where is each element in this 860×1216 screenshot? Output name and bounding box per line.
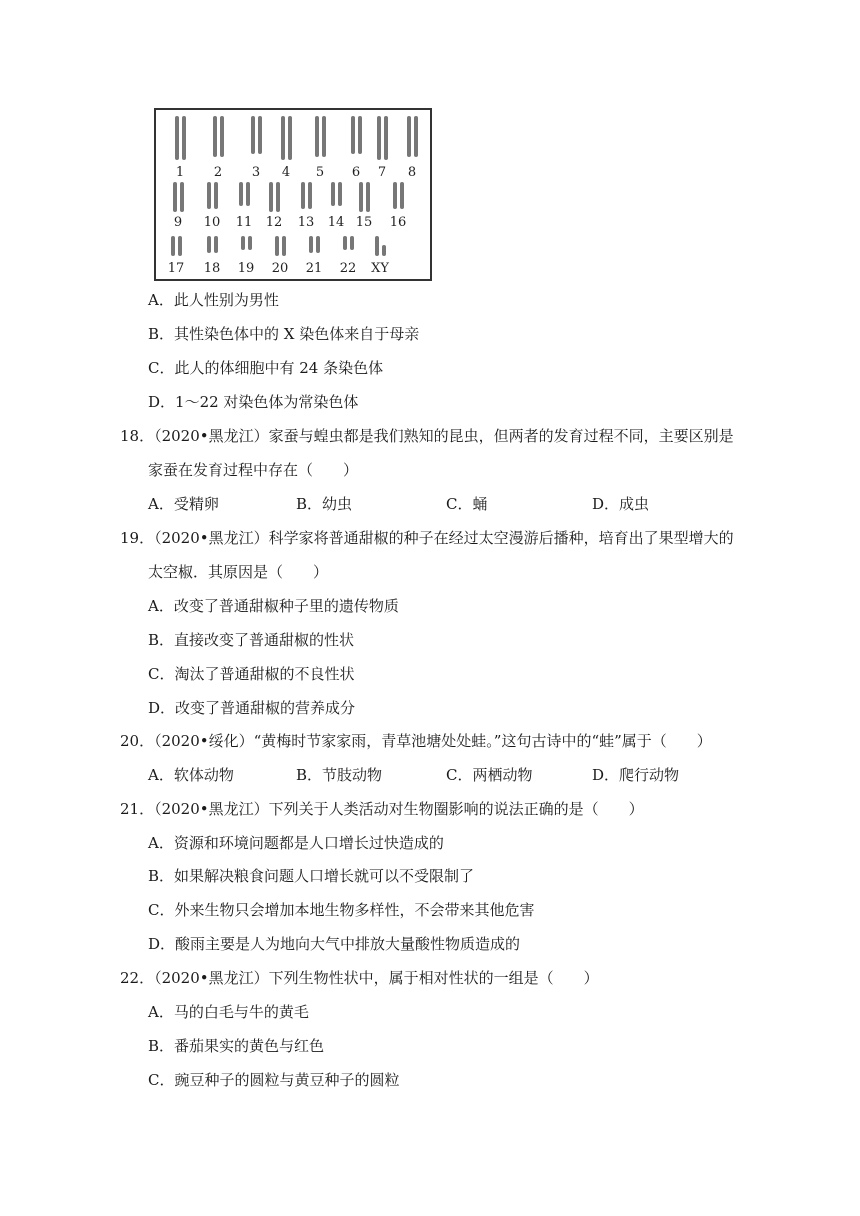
q19-stem-line2: 太空椒．其原因是（ ）	[148, 563, 329, 581]
chromosome	[331, 182, 335, 206]
chromosome	[338, 182, 342, 206]
chromosome	[384, 116, 388, 160]
q18-stem-line2: 家蚕在发育过程中存在（ ）	[148, 461, 359, 479]
chromosome	[375, 236, 379, 256]
karyotype-figure	[154, 108, 432, 281]
chromosome	[171, 236, 175, 256]
q20-option-a: A．软体动物	[148, 766, 234, 784]
q21-option-c: C．外来生物只会增加本地生物多样性，不会带来其他危害	[148, 901, 535, 919]
q19-option-a: A．改变了普通甜椒种子里的遗传物质	[148, 597, 399, 615]
chromosome	[400, 182, 404, 209]
chromosome	[258, 116, 262, 154]
karyotype-label: 18	[203, 261, 221, 276]
chromosome	[281, 116, 285, 160]
karyotype-label: 12	[265, 215, 283, 230]
q18-option-d: D．成虫	[592, 495, 650, 513]
chromosome	[182, 116, 186, 160]
chromosome	[351, 116, 355, 154]
q22-option-a: A．马的白毛与牛的黄毛	[148, 1003, 309, 1021]
q21-option-b: B．如果解决粮食问题人口增长就可以不受限制了	[148, 867, 475, 885]
chromosome	[358, 116, 362, 154]
q21-option-d: D．酸雨主要是人为地向大气中排放大量酸性物质造成的	[148, 935, 521, 953]
q20-option-c: C．两栖动物	[446, 766, 533, 784]
chromosome	[301, 182, 305, 209]
karyotype-label: 10	[203, 215, 221, 230]
q17-option-d: D．1～22 对染色体为常染色体	[148, 393, 359, 411]
chromosome	[180, 182, 184, 212]
q19-option-b: B．直接改变了普通甜椒的性状	[148, 631, 355, 649]
karyotype-label: 9	[173, 215, 183, 230]
karyotype-label: 7	[377, 165, 387, 180]
karyotype-label: 4	[281, 165, 291, 180]
karyotype-label: 22	[339, 261, 357, 276]
karyotype-label: 19	[237, 261, 255, 276]
chromosome	[343, 236, 347, 250]
chromosome	[414, 116, 418, 157]
chromosome	[276, 182, 280, 212]
chromosome	[288, 116, 292, 160]
q18-option-b: B．幼虫	[296, 495, 353, 513]
q19-stem-line1: 19．（2020•黑龙江）科学家将普通甜椒的种子在经过太空漫游后播种，培育出了果型增大的	[120, 529, 734, 547]
chromosome	[282, 236, 286, 256]
karyotype-label: 1	[175, 165, 185, 180]
q21-stem: 21．（2020•黑龙江）下列关于人类活动对生物圈影响的说法正确的是（ ）	[120, 800, 644, 818]
chromosome	[269, 182, 273, 212]
chromosome	[241, 236, 245, 250]
chromosome	[275, 236, 279, 256]
karyotype-label: 5	[315, 165, 325, 180]
chromosome	[207, 182, 211, 209]
karyotype-label: 15	[355, 215, 373, 230]
q19-option-c: C．淘汰了普通甜椒的不良性状	[148, 665, 355, 683]
karyotype-label: 13	[297, 215, 315, 230]
q22-option-c: C．豌豆种子的圆粒与黄豆种子的圆粒	[148, 1071, 400, 1089]
q22-stem: 22．（2020•黑龙江）下列生物性状中，属于相对性状的一组是（ ）	[120, 969, 599, 987]
q18-stem-line1: 18．（2020•黑龙江）家蚕与蝗虫都是我们熟知的昆虫，但两者的发育过程不同，主要区别是	[120, 427, 734, 445]
chromosome	[213, 116, 217, 157]
q20-option-d: D．爬行动物	[592, 766, 680, 784]
chromosome	[315, 116, 319, 157]
karyotype-label: 3	[251, 165, 261, 180]
chromosome	[214, 182, 218, 209]
karyotype-label: 2	[213, 165, 223, 180]
karyotype-label: 21	[305, 261, 323, 276]
q17-option-c: C．此人的体细胞中有 24 条染色体	[148, 359, 384, 377]
q20-options-row	[0, 765, 860, 785]
chromosome	[308, 182, 312, 209]
chromosome	[382, 245, 386, 256]
chromosome	[239, 182, 243, 206]
chromosome	[248, 236, 252, 250]
q19-option-d: D．改变了普通甜椒的营养成分	[148, 699, 356, 717]
karyotype-label: 6	[351, 165, 361, 180]
chromosome	[178, 236, 182, 256]
chromosome	[214, 236, 218, 253]
q18-option-c: C．蛹	[446, 495, 488, 513]
chromosome	[322, 116, 326, 157]
q18-options-row	[0, 494, 860, 514]
karyotype-label: XY	[371, 261, 389, 276]
chromosome	[350, 236, 354, 250]
chromosome	[377, 116, 381, 160]
q20-option-b: B．节肢动物	[296, 766, 383, 784]
q21-option-a: A．资源和环境问题都是人口增长过快造成的	[148, 834, 444, 852]
q20-stem: 20．（2020•绥化）“黄梅时节家家雨，青草池塘处处蛙。”这句古诗中的“蛙”属于（ ）	[120, 732, 712, 750]
q17-option-a: A．此人性别为男性	[148, 291, 279, 309]
karyotype-label: 14	[327, 215, 345, 230]
q22-option-b: B．番茄果实的黄色与红色	[148, 1037, 325, 1055]
chromosome	[173, 182, 177, 212]
karyotype-label: 16	[389, 215, 407, 230]
karyotype-label: 11	[235, 215, 253, 230]
chromosome	[175, 116, 179, 160]
karyotype-label: 20	[271, 261, 289, 276]
chromosome	[246, 182, 250, 206]
chromosome	[407, 116, 411, 157]
chromosome	[220, 116, 224, 157]
chromosome	[366, 182, 370, 212]
karyotype-label: 17	[167, 261, 185, 276]
chromosome	[393, 182, 397, 209]
chromosome	[207, 236, 211, 253]
chromosome	[309, 236, 313, 253]
chromosome	[359, 182, 363, 212]
q18-option-a: A．受精卵	[148, 495, 219, 513]
karyotype-label: 8	[407, 165, 417, 180]
chromosome	[316, 236, 320, 253]
q17-option-b: B．其性染色体中的 X 染色体来自于母亲	[148, 325, 420, 343]
chromosome	[251, 116, 255, 154]
